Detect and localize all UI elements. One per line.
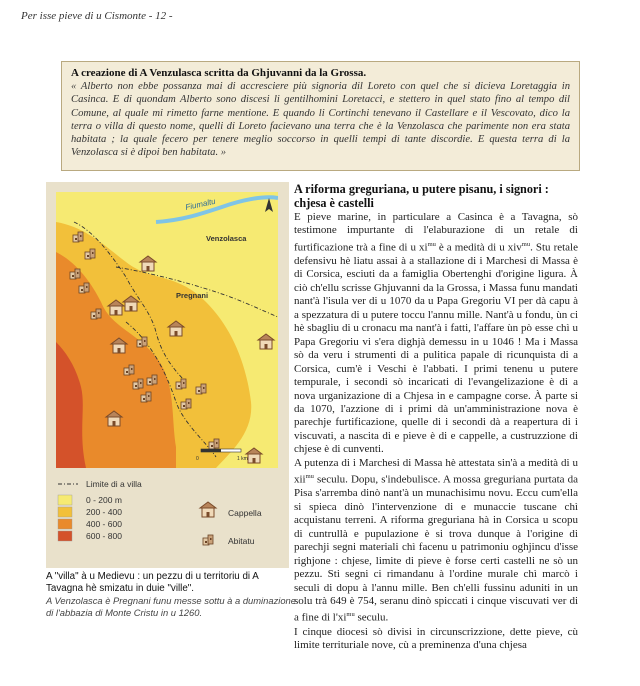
article — [294, 182, 578, 652]
map-legend — [56, 478, 278, 568]
article-paragraph-2: A putenza di i Marchesi di Massa hè attestata sin'à a medità di u xii$^{mu}$ seculu. Dopu, s'indebulisce. A mossa greguriana purtata da Pisa s'arremba dinò nant'à un munachisimu novu. Eccu cum'ella si spieca dinò l'intervenzione di e munaccie tuscane chì acquistanu terreni. A riforma greguriana hà in Corsica u scopu di cuntrullà e pupulazione è si trova dunque à l'origine di parechji segni materiali chì facenu u patrimoniu oghjincu d'isse righjone : chjese, limite di pieve è forse certi castelli ne sò un pezzu. Sti segni ci rimandanu à l'ordine murale chì marcò i seculi di dopu à l'annu mille. Ben ch'elli fussinu aduniti in un solu trà 649 è 754, seranu dinò spiccati i cinque viscuvati ver di a fine di $l'xi^{mu}$ seculu. — [294, 456, 578, 625]
map — [56, 192, 278, 468]
article-heading: A riforma greguriana, u putere pisanu, i signori : chjesa è castelli — [294, 182, 549, 210]
village-label-pregnani: Pregnani — [176, 291, 209, 300]
legend-settlement: Abitatu — [228, 536, 255, 546]
quote-title: A creazione di A Venzulasca scritta da Ghjuvanni da la Grossa. — [71, 67, 367, 79]
village-label-venzolasca: Venzolasca — [206, 234, 247, 243]
legend-range: 600 - 800 — [86, 531, 122, 541]
article-paragraph-1: E pieve marine, in particulare a Casinca è a Tavagna, sò testimone impurtante di l'elaburazione di un retale di furtificazione trà a fine di u $xi^{mu}$ è a medità di u xiv$^{mu}$. Stu retale defensivu hè liatu assai à a stallazione di i Marchesi di Massa è di Corsica, esciuti da a famiglia Obertenghi d'origine ligura. À ciò ch'ellu scrisse Ghjuvanni da la Grossa, i Massa funu mandati nant'à l'isula ver di u 1070 da u Papa Gregoriu VI per dà capu à a spezzatura di u putere toccu l'annu mille. Nant'à u fondu, ùn ci hè sbagliu di u cronacu ma nant'à i fatti, l'affare ùn pò esse chì u Papa Gregoriu vi s'era dighjà demessu in u 1046 ! Ma i Massa sò da veru i strumenti di a pulitica papale di ricunquista di a Corsica, cum'è i Veschi è l'abbati. I primi tenenu u putere tempurale, i secondi sò incaricati di l'evangelizazione è di a nova urganizazione di a Chjesa in e campagne corse. À parte si da 1070, l'azzione di i primi dà un'amministrazione nova è parechje furtificazione, quelle di i secondi dà a reapertura di i viscuvati, a nascita di e pieve è di e cappelle, a custruzzione di chjese è di cunventi. — [294, 211, 578, 456]
legend-range: 0 - 200 m — [86, 495, 122, 505]
svg-text:0: 0 — [196, 456, 199, 462]
caption-sub: A Venzolasca è Pregnani funu messe sottu à a duminazione di l'abbazia di Monte Cristu in u 1260. — [46, 595, 296, 618]
legend-settlement-icon — [203, 535, 213, 545]
legend-range: 200 - 400 — [86, 507, 122, 517]
running-header: Per isse pieve di u Cismonte - 12 - — [21, 10, 173, 22]
river-label: Fiumaltu — [184, 196, 217, 212]
legend-range: 400 - 600 — [86, 519, 122, 529]
article-paragraph-3: I cinque diocesi sò divisi in circunscrizzione, dette pieve, cù limite territuriale nove, cù a preminenza d'una chjesa — [294, 625, 578, 652]
svg-text:1 km: 1 km — [237, 456, 248, 462]
quote-text: « Alberto non ebbe possanza mai di accresciere più signoria dil Loreto con quel che si dicieva Loretaggia in Casinca. E di quondam Alberto sono discesi li gentilhomini Loretacci, e stettero in quel stato fino al tempo dil Comune, al quale mi rimetto farne mentione. E quando li Cortinchi tenevano il Castellare e il Vescovato, dico la terra o villa di questo nome, quelli di Loreto facievano una terra che è la Venzolasca che parimente non era stata habitata ; la quale fecero per tenere meglio soccorso in quelli tempi di tante discordie. E questa terra di la Venzolasca si è dipoi ben habitata. » — [71, 81, 570, 159]
legend-chapel: Cappella — [228, 508, 262, 518]
legend-chapel-icon — [200, 502, 216, 517]
map-panel — [46, 182, 289, 568]
caption-main: A "villa" à u Medievu : un pezzu di u territoriu di A Tavagna hè smizatu in duie "ville". — [46, 571, 259, 594]
legend-boundary: Limite di a villa — [86, 479, 142, 489]
quote-box — [61, 61, 580, 171]
figure-caption — [46, 571, 296, 619]
